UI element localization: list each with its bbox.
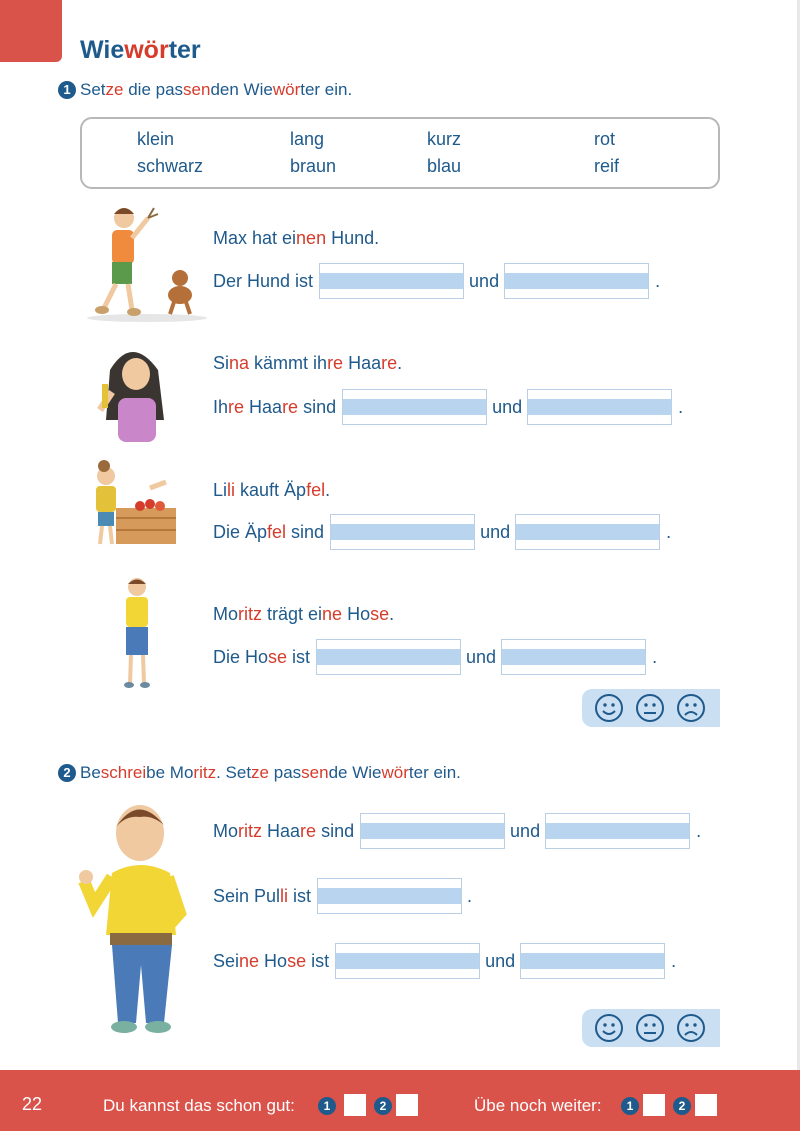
answer-blank[interactable]: [335, 943, 480, 979]
answer-blank[interactable]: [504, 263, 649, 299]
sentence-lead: [213, 951, 329, 972]
text-segment: ist: [288, 886, 312, 906]
text-segment: Haa: [262, 821, 301, 841]
text-segment: die pas: [123, 80, 184, 99]
footer-practice-task2-checkbox[interactable]: [695, 1094, 717, 1116]
answer-blank[interactable]: [316, 639, 461, 675]
syllable-red: ne: [239, 951, 260, 971]
text-segment: Die Ho: [213, 647, 269, 667]
happy-face-icon[interactable]: [594, 1013, 624, 1043]
text-segment: Sei: [213, 951, 240, 971]
text-segment: sind: [286, 522, 325, 542]
title-part-red: wör: [124, 36, 169, 64]
syllable-red: se: [287, 951, 307, 971]
text-segment: ist: [287, 647, 311, 667]
text-segment: .: [397, 353, 403, 373]
word-bank-item: rot: [594, 129, 616, 149]
sentence-period: .: [655, 271, 661, 291]
connector-und: und: [510, 821, 541, 841]
syllable-red: li: [280, 886, 289, 906]
text-segment: Ih: [213, 397, 229, 417]
text-segment: Ho: [342, 604, 371, 624]
answer-blank[interactable]: [342, 389, 487, 425]
text-segment: .: [325, 480, 331, 500]
text-segment: Mo: [213, 604, 239, 624]
footer-good-task1-checkbox[interactable]: [344, 1094, 366, 1116]
syllable-red: ze: [105, 80, 124, 99]
syllable-red: sen: [183, 80, 211, 99]
text-segment: Max hat ei: [213, 228, 297, 248]
sentence-period: .: [671, 951, 677, 971]
text-segment: ist: [306, 951, 330, 971]
syllable-red: schrei: [100, 763, 147, 782]
smiley-rating-box: [582, 1009, 720, 1047]
syllable-red: wör: [272, 80, 301, 99]
syllable-red: re: [381, 353, 398, 373]
syllable-red: na: [229, 353, 250, 373]
text-segment: Set: [80, 80, 106, 99]
syllable-red: fel: [306, 480, 326, 500]
text-segment: . Set: [216, 763, 252, 782]
sentence-period: .: [652, 647, 658, 667]
text-segment: ter ein.: [408, 763, 461, 782]
sentence-intro: [213, 604, 394, 625]
sentence-lead: [213, 397, 336, 418]
sad-face-icon[interactable]: [676, 693, 706, 723]
sentence-lead: [213, 271, 313, 292]
text-segment: den Wie: [210, 80, 273, 99]
boy-with-dog-illustration: [82, 200, 217, 325]
connector-und: und: [492, 397, 523, 417]
task1-instruction: [58, 80, 352, 100]
syllable-red: ritz: [193, 763, 217, 782]
text-segment: Be: [80, 763, 101, 782]
text-segment: sind: [298, 397, 337, 417]
answer-blank[interactable]: [317, 878, 462, 914]
syllable-red: ne: [322, 604, 343, 624]
task1-number-badge: 1: [58, 81, 76, 99]
text-segment: kauft Äp: [235, 480, 307, 500]
text-segment: Ho: [259, 951, 288, 971]
text-segment: Hund.: [326, 228, 380, 248]
connector-und: und: [466, 647, 497, 667]
text-segment: Si: [213, 353, 230, 373]
footer-task1-badge: 1: [621, 1097, 639, 1115]
text-segment: Der Hund ist: [213, 271, 314, 291]
syllable-red: fel: [267, 522, 287, 542]
text-segment: trägt ei: [262, 604, 323, 624]
happy-face-icon[interactable]: [594, 693, 624, 723]
syllable-red: ritz: [238, 604, 263, 624]
syllable-red: re: [327, 353, 344, 373]
syllable-red: wör: [381, 763, 409, 782]
syllable-red: ritz: [238, 821, 263, 841]
sentence-lead: [213, 886, 311, 907]
footer-good-task2-checkbox[interactable]: [396, 1094, 418, 1116]
sentence-intro: [213, 353, 402, 374]
text-segment: .: [389, 604, 395, 624]
text-segment: sind: [316, 821, 355, 841]
moritz-small-illustration: [112, 575, 162, 695]
answer-blank[interactable]: [515, 514, 660, 550]
connector-und: und: [480, 522, 511, 542]
footer-practice-label: Übe noch weiter:: [474, 1096, 602, 1115]
sentence-period: .: [467, 886, 473, 906]
sentence-period: .: [666, 522, 672, 542]
footer-task1-badge: 1: [318, 1097, 336, 1115]
syllable-red: li: [227, 480, 236, 500]
syllable-red: re: [282, 397, 299, 417]
text-segment: pas: [269, 763, 302, 782]
word-bank-item: klein: [137, 129, 175, 149]
page-title: [80, 36, 201, 65]
text-segment: be Mo: [146, 763, 194, 782]
text-segment: Haa: [244, 397, 283, 417]
text-segment: Sein Pul: [213, 886, 281, 906]
word-bank-item: kurz: [427, 129, 462, 149]
footer-task2-badge: 2: [673, 1097, 691, 1115]
text-segment: kämmt ih: [249, 353, 328, 373]
word-bank-item: braun: [290, 156, 337, 176]
page-number: 22: [22, 1094, 43, 1114]
smiley-rating-box: [582, 689, 720, 727]
title-part: Wie: [80, 36, 125, 64]
answer-blank[interactable]: [319, 263, 464, 299]
answer-blank[interactable]: [330, 514, 475, 550]
sentence-period: .: [678, 397, 684, 417]
task2-number-badge: 2: [58, 764, 76, 782]
connector-und: und: [485, 951, 516, 971]
sentence-lead: [213, 522, 324, 543]
neutral-face-icon[interactable]: [635, 1013, 665, 1043]
text-segment: ter ein.: [300, 80, 353, 99]
sentence-period: .: [696, 821, 702, 841]
connector-und: und: [469, 271, 500, 291]
page-footer: [0, 1070, 800, 1131]
text-segment: Mo: [213, 821, 239, 841]
word-bank-item: blau: [427, 156, 462, 176]
answer-blank[interactable]: [527, 389, 672, 425]
neutral-face-icon[interactable]: [635, 693, 665, 723]
footer-task2-badge: 2: [374, 1097, 392, 1115]
word-bank-item: lang: [290, 129, 325, 149]
syllable-red: re: [300, 821, 317, 841]
text-segment: Haa: [343, 353, 382, 373]
sentence-lead: [213, 647, 310, 668]
task2-text: [80, 763, 461, 783]
word-bank-item: reif: [594, 156, 620, 176]
answer-blank[interactable]: [360, 813, 505, 849]
girl-buying-apples-illustration: [90, 458, 182, 550]
syllable-red: sen: [301, 763, 329, 782]
girl-combing-hair-illustration: [92, 340, 177, 445]
sentence-intro: [213, 228, 379, 249]
sad-face-icon[interactable]: [676, 1013, 706, 1043]
footer-practice-task1-checkbox[interactable]: [643, 1094, 665, 1116]
sentence-intro: [213, 480, 330, 501]
title-part: ter: [168, 36, 201, 64]
text-segment: de Wie: [328, 763, 382, 782]
answer-blank[interactable]: [520, 943, 665, 979]
sentence-lead: [213, 821, 354, 842]
task1-text: [80, 80, 352, 100]
moritz-large-illustration: [78, 795, 193, 1040]
syllable-red: ze: [251, 763, 270, 782]
word-bank-box: [80, 117, 720, 189]
corner-tab: [0, 0, 62, 62]
syllable-red: nen: [296, 228, 327, 248]
syllable-red: re: [228, 397, 245, 417]
syllable-red: se: [268, 647, 288, 667]
word-bank-item: schwarz: [137, 156, 204, 176]
syllable-red: se: [370, 604, 390, 624]
text-segment: Die Äp: [213, 522, 268, 542]
answer-blank[interactable]: [545, 813, 690, 849]
text-segment: Li: [213, 480, 228, 500]
footer-good-label: Du kannst das schon gut:: [103, 1096, 295, 1115]
answer-blank[interactable]: [501, 639, 646, 675]
task2-instruction: [58, 763, 461, 783]
